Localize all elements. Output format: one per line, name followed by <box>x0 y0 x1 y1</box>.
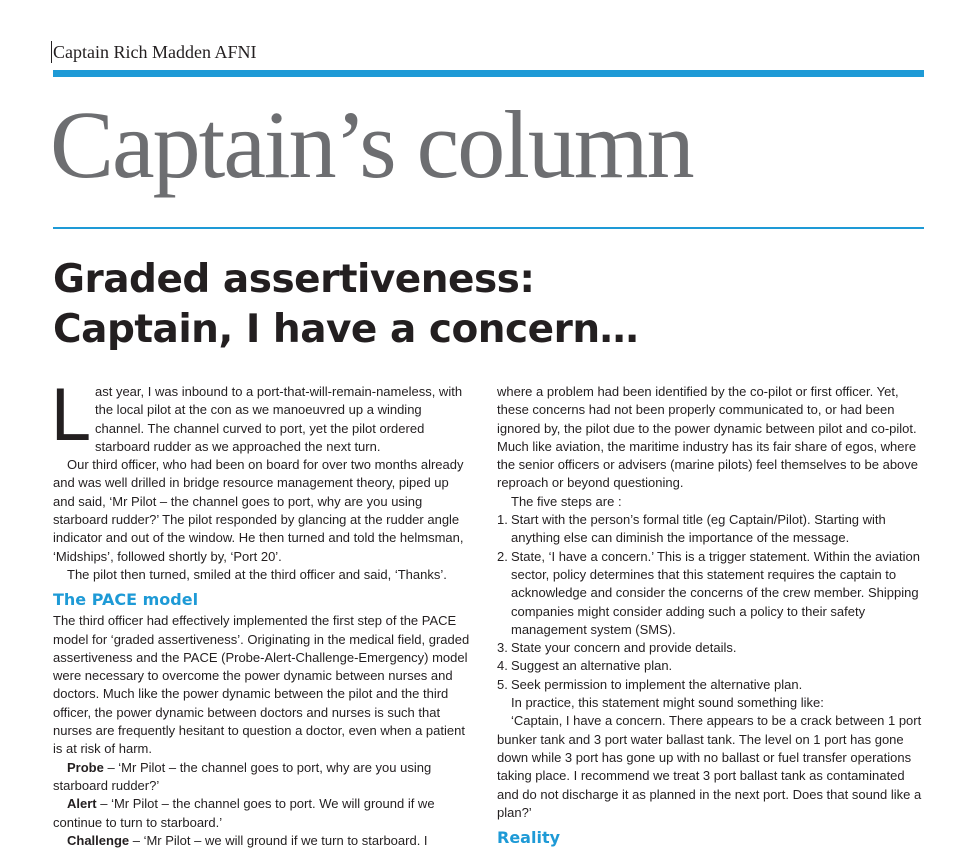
drop-cap: L <box>50 375 89 457</box>
step-text: State, ‘I have a concern.’ This is a trigger statement. Within the aviation sector, policy determines that this statement requires the captain to acknowledge and consider the concerns of the crew member. Shipping companies might consider adding such a policy to their safety management system (SMS). <box>511 548 920 637</box>
list-item <box>497 676 924 694</box>
byline: Captain Rich Madden AFNI <box>53 42 257 62</box>
alert-label: Alert <box>67 796 97 812</box>
steps-list <box>497 511 924 694</box>
step-number: 2. <box>497 548 508 564</box>
step-number: 3. <box>497 640 508 656</box>
probe-text: – ‘Mr Pilot – the channel goes to port, why are you using starboard rudder?’ <box>53 759 432 793</box>
list-item <box>497 548 924 639</box>
top-rule <box>53 70 924 77</box>
right-column <box>497 383 924 850</box>
step-text: State your concern and provide details. <box>511 640 737 656</box>
headline-line-1: Graded assertiveness: <box>53 257 535 302</box>
headline-line-2: Captain, I have a concern… <box>53 307 639 352</box>
left-column <box>50 375 473 850</box>
step-text: Seek permission to implement the alternative plan. <box>511 676 803 692</box>
steps-intro: The five steps are : <box>511 493 622 509</box>
article-headline <box>53 255 913 355</box>
paragraph: The third officer had effectively implemented the first step of the PACE model for ‘graded assertiveness’. Originating in the medical field, graded assertiveness and the PACE (Probe-Alert-Challenge-Emergency) model were necessary to overcome the power dynamic between nurses and doctors. Much like the power dynamic between the pilot and the third officer, the power dynamic between doctors and nurses is such that nurses are frequently hesitant to question a doctor, even when a patient is at risk of harm. <box>53 613 470 757</box>
list-item <box>497 511 924 548</box>
alert-text: – ‘Mr Pilot – the channel goes to port. We will ground if we continue to turn to starboard.’ <box>53 796 435 830</box>
intro-paragraph <box>50 375 473 457</box>
challenge-text: – ‘Mr Pilot – we will ground if we turn to starboard. I <box>129 832 428 848</box>
paragraph: Our third officer, who had been on board for over two months already and was well drilled in bridge resource management theory, piped up and said, ‘Mr Pilot – the channel goes to port, why are you using starboard rudder?’ The pilot responded by glancing at the rudder angle indicator and out of the window. He then turned and told the helmsman, ‘Midships’, followed shortly by, ‘Port 20’. <box>53 457 464 564</box>
paragraph: In practice, this statement might sound something like: <box>511 695 824 711</box>
paragraph: where a problem had been identified by the co-pilot or first officer. Yet, these concerns had not been properly communicated to, or had been ignored by, the pilot due to the power dynamic between pilot and co-pilot. Much like aviation, the maritime industry has its fair share of egos, where the senior officers or advisers (marine pilots) feel themselves to be above reproach or beyond questioning. <box>497 384 919 491</box>
alert-paragraph <box>53 795 473 832</box>
probe-label: Probe <box>67 759 104 775</box>
example-quote: ‘Captain, I have a concern. There appears to be a crack between 1 port bunker tank and 3 port water ballast tank. The level on 1 port has gone down while 3 port has gone up with no ballast or fuel transfer operations taking place. I recommend we treat 3 port ballast tank as contaminated and do not discharge it as planned in the next port. Does that sound like a plan?’ <box>497 713 922 820</box>
masthead-title: Captain’s column <box>50 91 693 198</box>
paragraph: The pilot then turned, smiled at the third officer and said, ‘Thanks’. <box>67 566 447 582</box>
challenge-paragraph <box>53 832 473 850</box>
subheading-pace-model: The PACE model <box>53 590 199 610</box>
step-number: 5. <box>497 676 508 692</box>
subheading-reality: Reality <box>497 828 561 848</box>
step-number: 4. <box>497 658 508 674</box>
challenge-label: Challenge <box>67 832 130 848</box>
masthead-rule <box>53 227 924 229</box>
step-text: Suggest an alternative plan. <box>511 658 673 674</box>
step-number: 1. <box>497 512 508 528</box>
intro-text: ast year, I was inbound to a port-that-will-remain-nameless, with the local pilot at the con as we manoeuvred up a winding channel. The channel curved to port, yet the pilot ordered starboard rudder as we approached the next turn. <box>95 384 463 454</box>
text-cursor <box>51 41 52 63</box>
list-item <box>497 639 924 657</box>
step-text: Start with the person’s formal title (eg Captain/Pilot). Starting with anything else can diminish the importance of the message. <box>511 512 886 546</box>
list-item <box>497 657 924 675</box>
probe-paragraph <box>53 759 473 796</box>
